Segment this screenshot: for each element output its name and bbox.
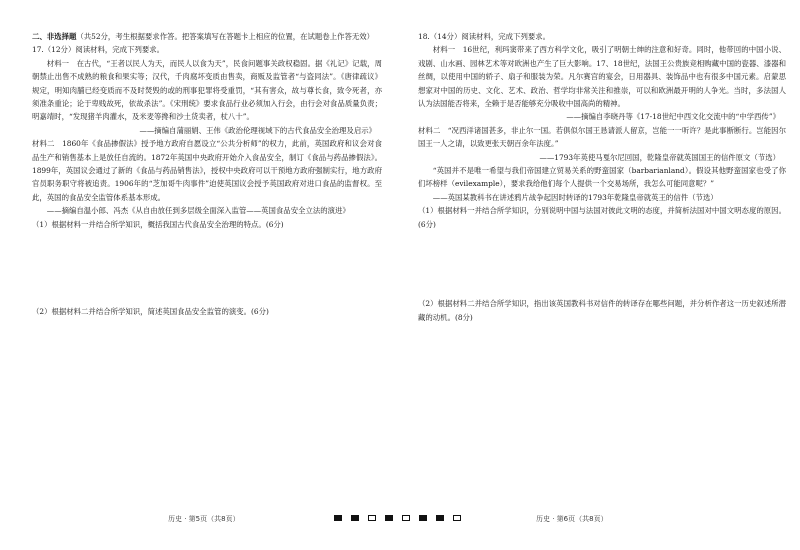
binding-mark-filled [334,515,342,521]
binding-mark-filled [419,515,427,521]
question-18-heading: 18.（14分）阅读材料，完成下列要求。 [418,32,551,41]
binding-mark-empty [453,515,461,521]
binding-mark-empty [402,515,410,521]
q18-material-1-source: ——摘编自李晓丹等《17-18世纪中西文化交流中的“中学西传”》 [566,112,780,122]
q17-material-1: 材料一 在古代，“王者以民人为天，而民人以食为天”，民食问题事关政权稳固。据《礼记》记载，周朝禁止出售不成熟的粮食和果实等；汉代，千肉腐坏变质由售卖，商贩及监管者“与盗同法”。《唐律疏议》规定，明知肉脯已经变质而不及时焚毁的或的刑事犯罪将受重罚，“其有害众，故与尊长食，致令死者，亦须准条重论；论于卑贱故死，依故杀法”。《宋刑统》要求食品行业必须加入行会，由行会对食品质量负责；明嘉靖时，“发现猪羊肉灌水，及米麦等搀和沙土货卖者，杖八十”。 [32,58,382,122]
binding-marks [334,515,466,523]
binding-mark-filled [385,515,393,521]
binding-mark-empty [368,515,376,521]
q18-material-2-source-2: ——英国某教科书在讲述鸦片战争起因时转译的1793年乾隆皇帝就英王的信件（节选） [432,192,718,202]
page-footer-left: 历史 · 第5页（共8页） [168,515,240,523]
right-column [418,30,786,324]
q18-material-2-quote: “英国并不是唯一希望与我们帝国建立贸易关系的野蛮国家（barbarianland）。假设其他野蛮国家也受了你们坏榜样（evilexample），要求我给他们每个人提供一个交易场所，我怎么可能同意呢？” [418,166,786,189]
q18-material-2: 材料二 “况西洋诸国甚多，非止尔一国。若俱似尔国王恳请派人留京，岂能一一听许？是此事断断行。岂能因尔国王一人之请，以致更张天朝百余年法度。” [418,125,786,149]
section-instructions: （共52分，考生根据要求作答。把答案填写在答题卡上相应的位置，在试题卷上作答无效） [76,32,375,41]
binding-mark-filled [351,515,359,521]
q17-material-2-source: ——摘编自温小郎、冯杰《从自由放任到多层级全面深入监管——英国食品安全立法的演进》 [46,206,350,216]
q17-subquestion-2: （2）根据材料二并结合所学知识，简述英国食品安全监管的演变。(6分) [32,307,269,317]
q18-subquestion-1: （1）根据材料一并结合所学知识，分别说明中国与法国对彼此文明的态度，并简析法国对中国文明态度的原因。(6分) [418,206,786,229]
left-column [32,30,382,319]
q17-material-1-source: ——摘编自蒲丽娟、王伟《政治伦理视域下的古代食品安全治理及启示》 [139,125,376,135]
q17-subquestion-1: （1）根据材料一并结合所学知识，概括我国古代食品安全治理的特点。(6分) [32,219,284,229]
answer-space-q18-1 [418,231,786,297]
q18-material-1: 材料一 16世纪，利玛窦带来了西方科学文化，吸引了明朝士绅的注意和好奇。同时，他带回的中国小说、戏剧、山水画、园林艺术等对欧洲也产生了巨大影响。17、18世纪，法国王公贵族竞相购藏中国的瓷器、漆器和丝绸，以使用中国的轿子、扇子和服装为荣。凡尔赛宫的宴会，日用器具、装饰品中也有很多中国元素。启蒙思想家对中国的历史、文化、艺术、政治、哲学均非常关注和推崇，可以和欧洲最开明的人争光。当时，多法国人认为法国能否将来，全赖于是否能够充分吸收中国高尚的精神。 [418,45,786,109]
question-17-heading: 17.（12分）阅读材料，完成下列要求。 [32,45,165,55]
section-title: 二、非选择题 [32,32,77,41]
section-heading [32,30,382,43]
page-footer-right: 历史 · 第6页（共8页） [536,515,608,523]
q17-material-2: 材料二 1860年《食品掺假法》授予地方政府自愿设立“公共分析师”的权力，此前，英国政府和议会对食品生产和销售基本上是放任自流的。1872年英国中央政府开始介入食品安全，制订《食品与药品掺假法》。1899年，英国议会通过了新的《食品与药品销售法》，授权中央政府可以干预地方政府强制实行，地方政府官员职务职守将被追责。1906年的“芝加哥牛肉事件”迫使英国议会授予英国政府对进口食品的监督权。至此，英国的食品安全监管体系基本形成。 [32,139,382,202]
page-right [400,0,800,550]
q18-material-2-source-1: ——1793年英使马戛尔尼回国，乾隆皇帝就英国国王的信件原文（节选） [539,152,780,162]
q18-subquestion-2: （2）根据材料二并结合所学知识，指出该英国教科书对信件的转译存在哪些问题，并分析作者这一历史叙述所潜藏的动机。(8分) [418,299,786,322]
answer-space-q17-1 [32,231,382,305]
binding-mark-filled [436,515,444,521]
